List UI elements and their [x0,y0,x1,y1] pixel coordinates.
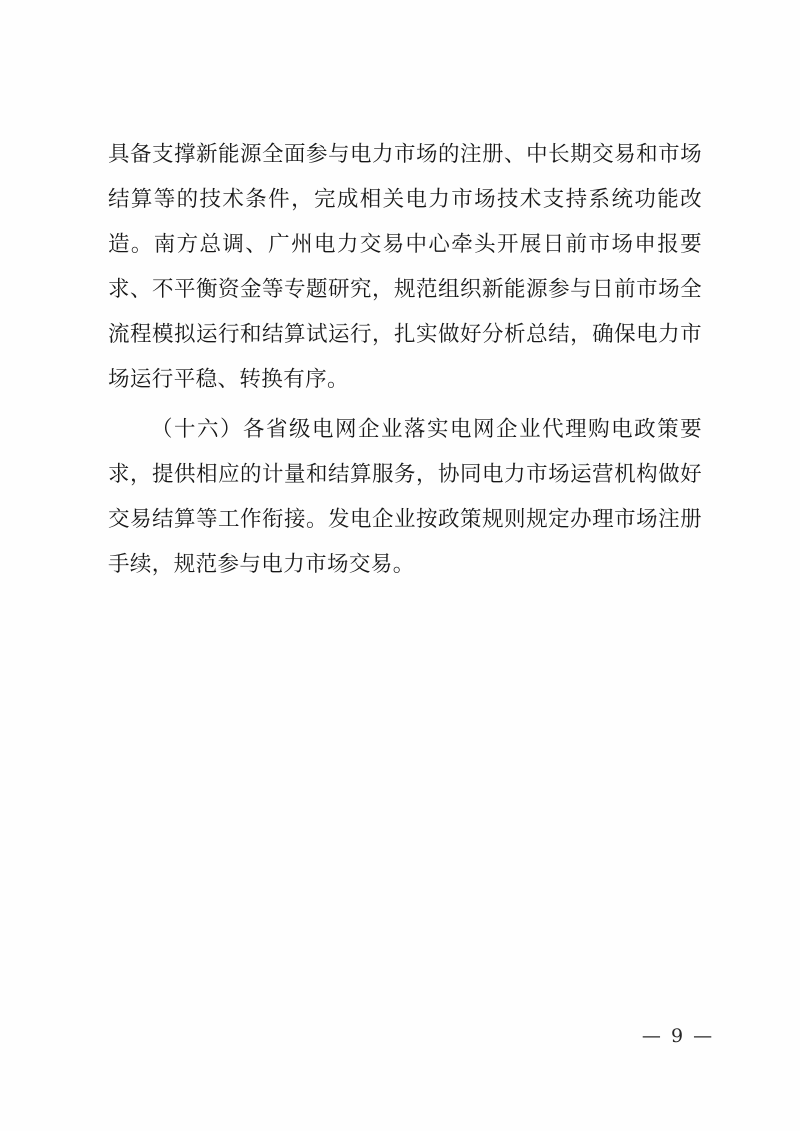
page-number: — 9 — [641,1025,715,1047]
document-body [108,132,702,587]
body-paragraph-1: 具备支撑新能源全面参与电力市场的注册、中长期交易和市场结算等的技术条件，完成相关电力市场技术支持系统功能改造。南方总调、广州电力交易中心牵头开展日前市场申报要求、不平衡资金等专题研究，规范组织新能源参与日前市场全流程模拟运行和结算试运行，扎实做好分析总结，确保电力市场运行平稳、转换有序。 [108,142,702,392]
page-footer [0,1025,800,1047]
body-paragraph-2: （十六）各省级电网企业落实电网企业代理购电政策要求，提供相应的计量和结算服务，协同电力市场运营机构做好交易结算等工作衔接。发电企业按政策规则规定办理市场注册手续，规范参与电力市场交易。 [108,417,702,577]
